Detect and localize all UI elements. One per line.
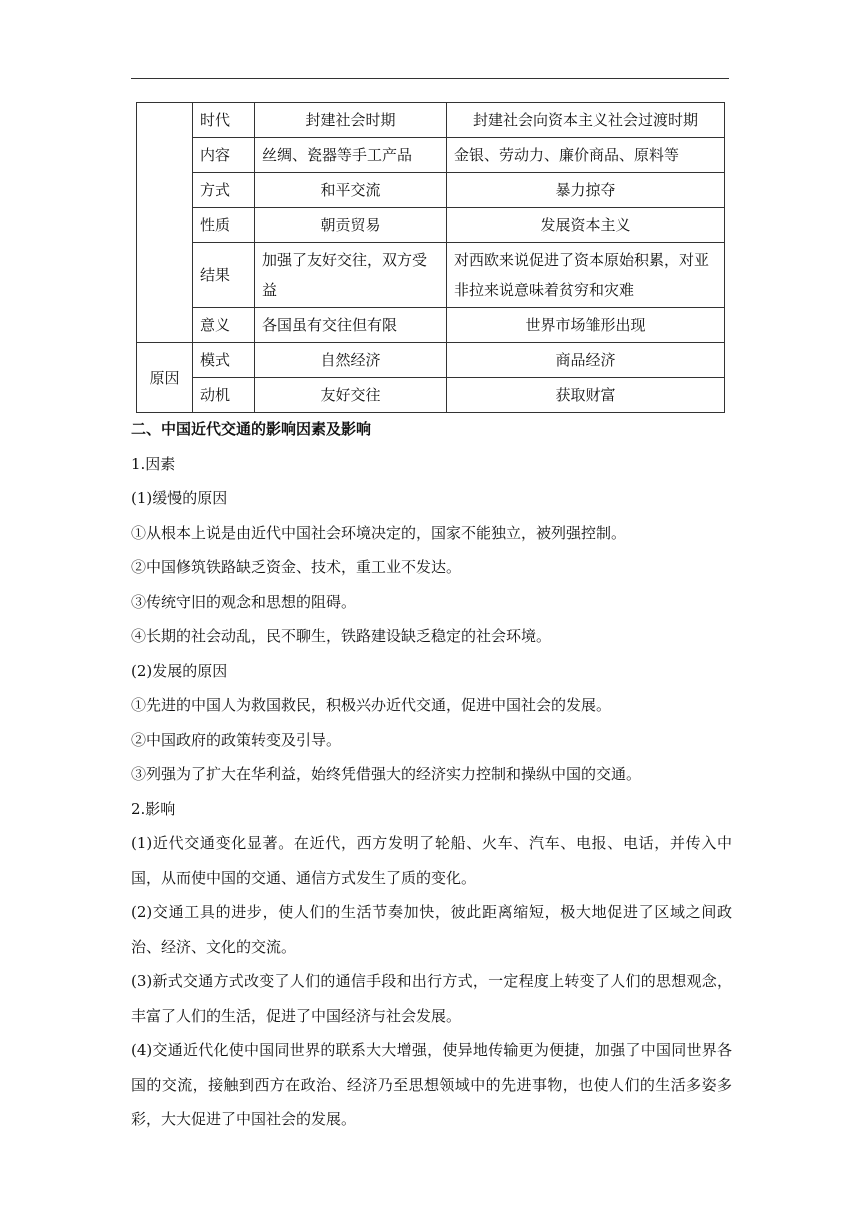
row-label: 模式	[193, 343, 255, 378]
table-row	[137, 308, 725, 343]
table-row	[137, 138, 725, 173]
cell-b: 获取财富	[447, 378, 725, 413]
paragraph: (3)新式交通方式改变了人们的通信手段和出行方式，一定程度上转变了人们的思想观念，丰富了人们的生活，促进了中国经济与社会发展。	[131, 972, 732, 1025]
table-row	[137, 208, 725, 243]
subheading: (2)发展的原因	[131, 661, 228, 680]
subsection-title: 1.因素	[131, 454, 176, 473]
paragraph: (2)交通工具的进步，使人们的生活节奏加快，彼此距离缩短，极大地促进了区域之间政治、经济、文化的交流。	[131, 903, 732, 956]
cell-a: 自然经济	[255, 343, 447, 378]
row-label: 方式	[193, 173, 255, 208]
row-label: 结果	[193, 243, 255, 308]
row-label: 意义	[193, 308, 255, 343]
section-heading: 二、中国近代交通的影响因素及影响	[131, 420, 372, 438]
header-rule	[131, 78, 729, 79]
cell-b: 世界市场雏形出现	[447, 308, 725, 343]
cell-a: 加强了友好交往，双方受益	[255, 243, 447, 308]
cell-a: 友好交往	[255, 378, 447, 413]
comparison-table	[136, 102, 725, 413]
cell-b: 暴力掠夺	[447, 173, 725, 208]
subheading: (1)缓慢的原因	[131, 489, 228, 507]
paragraph: (4)交通近代化使中国同世界的联系大大增强，使异地传输更为便捷，加强了中国同世界各国的交流，接触到西方在政治、经济乃至思想领域中的先进事物，也使人们的生活多姿多彩，大大促进了中国社会的发展。	[131, 1041, 732, 1128]
list-item: ③传统守旧的观念和思想的阻碍。	[131, 592, 357, 611]
list-item: ①从根本上说是由近代中国社会环境决定的，国家不能独立，被列强控制。	[131, 523, 627, 542]
row-label: 时代	[193, 103, 255, 138]
list-item: ②中国政府的政策转变及引导。	[131, 730, 342, 749]
cell-b: 发展资本主义	[447, 208, 725, 243]
group-label: 原因	[137, 343, 193, 413]
cell-b: 商品经济	[447, 343, 725, 378]
document-body	[131, 412, 732, 1137]
cell-b: 金银、劳动力、廉价商品、原料等	[447, 138, 725, 173]
cell-a: 各国虽有交往但有限	[255, 308, 447, 343]
table-row	[137, 103, 725, 138]
list-item: ②中国修筑铁路缺乏资金、技术，重工业不发达。	[131, 558, 462, 576]
table-row	[137, 378, 725, 413]
table-row	[137, 343, 725, 378]
list-item: ④长期的社会动乱，民不聊生，铁路建设缺乏稳定的社会环境。	[131, 627, 552, 645]
table-row	[137, 173, 725, 208]
row-label: 性质	[193, 208, 255, 243]
subsection-title: 2.影响	[131, 799, 176, 818]
list-item: ①先进的中国人为救国救民，积极兴办近代交通，促进中国社会的发展。	[131, 696, 612, 714]
cell-a: 朝贡贸易	[255, 208, 447, 243]
blank-cell	[137, 103, 193, 343]
cell-b: 封建社会向资本主义社会过渡时期	[447, 103, 725, 138]
list-item: ③列强为了扩大在华利益，始终凭借强大的经济实力控制和操纵中国的交通。	[131, 765, 642, 783]
cell-b: 对西欧来说促进了资本原始积累，对亚非拉来说意味着贫穷和灾难	[447, 243, 725, 308]
cell-a: 封建社会时期	[255, 103, 447, 138]
row-label: 动机	[193, 378, 255, 413]
paragraph: (1)近代交通变化显著。在近代，西方发明了轮船、火车、汽车、电报、电话，并传入中国，从而使中国的交通、通信方式发生了质的变化。	[131, 834, 732, 887]
cell-a: 丝绸、瓷器等手工产品	[255, 138, 447, 173]
table-row	[137, 243, 725, 308]
cell-a: 和平交流	[255, 173, 447, 208]
row-label: 内容	[193, 138, 255, 173]
